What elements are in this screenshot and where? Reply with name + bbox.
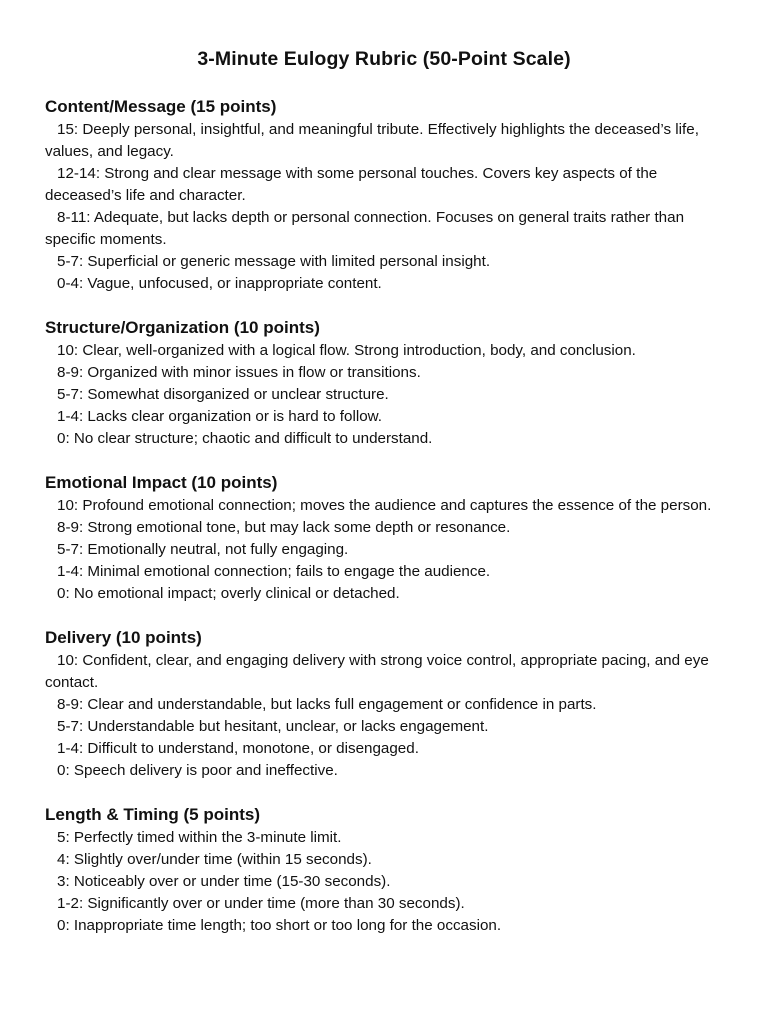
criterion-line: 1-4: Difficult to understand, monotone, or disengaged. [57,740,419,757]
criterion-line: 1-2: Significantly over or under time (more than 30 seconds). [57,895,465,912]
criterion-line: 10: Profound emotional connection; moves the audience and captures the essence of the person. [57,497,712,514]
criterion-line: 8-9: Clear and understandable, but lacks full engagement or confidence in parts. [57,696,597,713]
section-length-timing [45,803,723,937]
section-heading: Content/Message (15 points) [45,97,277,116]
criterion-line: 15: Deeply personal, insightful, and meaningful tribute. Effectively highlights the deceased’s life, values, and legacy. [45,121,699,160]
section-heading: Emotional Impact (10 points) [45,473,278,492]
section-structure-organization [45,316,723,450]
criterion-line: 12-14: Strong and clear message with some personal touches. Covers key aspects of the deceased’s life and character. [45,165,658,204]
criterion-line: 5-7: Superficial or generic message with limited personal insight. [57,253,491,270]
criterion-line: 5-7: Somewhat disorganized or unclear structure. [57,386,389,403]
criterion-line: 10: Confident, clear, and engaging delivery with strong voice control, appropriate pacing, and eye contact. [45,652,709,691]
criterion-line: 1-4: Lacks clear organization or is hard to follow. [57,408,383,425]
criterion-line: 5-7: Understandable but hesitant, unclear, or lacks engagement. [57,718,489,735]
section-heading: Delivery (10 points) [45,628,202,647]
criterion-line: 3: Noticeably over or under time (15-30 seconds). [57,873,391,890]
criterion-line: 0: Inappropriate time length; too short or too long for the occasion. [57,917,502,934]
criterion-line: 5: Perfectly timed within the 3-minute limit. [57,829,342,846]
criterion-line: 5-7: Emotionally neutral, not fully engaging. [57,541,349,558]
section-heading: Structure/Organization (10 points) [45,318,320,337]
criterion-line: 0: No emotional impact; overly clinical or detached. [57,585,400,602]
criterion-line: 0: Speech delivery is poor and ineffective. [57,762,338,779]
section-heading: Length & Timing (5 points) [45,805,260,824]
criterion-line: 8-11: Adequate, but lacks depth or personal connection. Focuses on general traits rather than specific moments. [45,209,685,248]
section-delivery [45,626,723,782]
section-emotional-impact [45,471,723,605]
criterion-line: 4: Slightly over/under time (within 15 seconds). [57,851,372,868]
criterion-line: 10: Clear, well-organized with a logical flow. Strong introduction, body, and conclusion. [57,342,636,359]
criterion-line: 0-4: Vague, unfocused, or inappropriate content. [57,275,382,292]
criterion-line: 1-4: Minimal emotional connection; fails to engage the audience. [57,563,491,580]
page-title: 3-Minute Eulogy Rubric (50-Point Scale) [197,48,571,70]
criterion-line: 8-9: Strong emotional tone, but may lack some depth or resonance. [57,519,511,536]
criterion-line: 0: No clear structure; chaotic and difficult to understand. [57,430,433,447]
section-content-message [45,95,723,295]
criterion-line: 8-9: Organized with minor issues in flow or transitions. [57,364,421,381]
